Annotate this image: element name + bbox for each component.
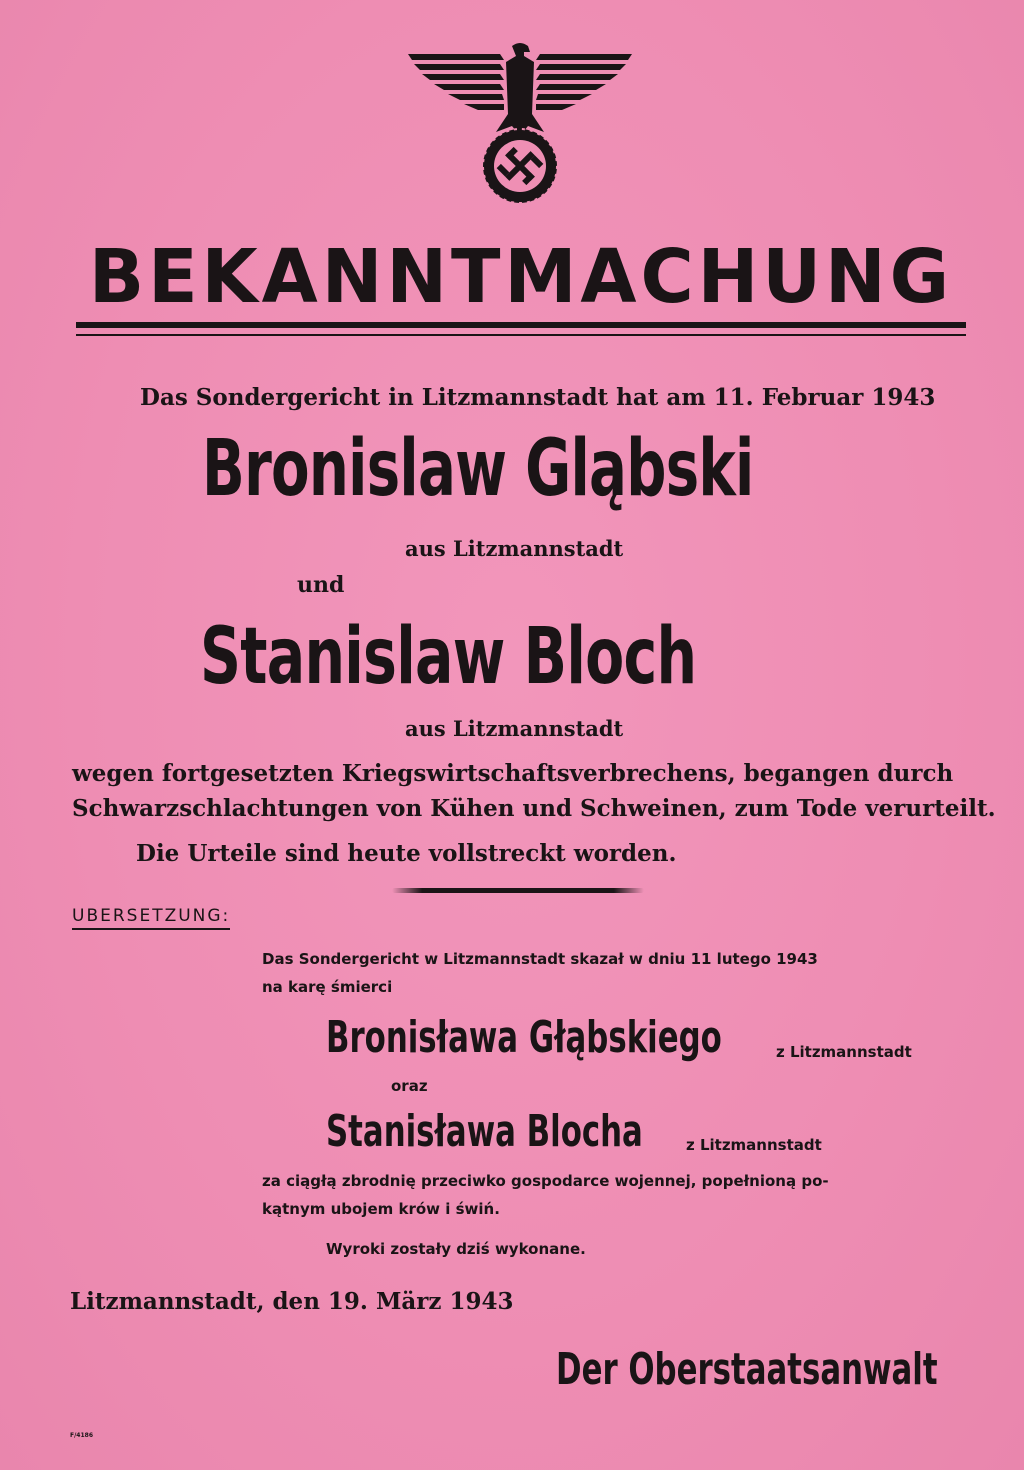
dateline: Litzmannstadt, den 19. März 1943 (70, 1288, 514, 1315)
polish-verdict-line-1: za ciągłą zbrodnię przeciwko gospodarce wojennej, popełnioną po- (262, 1172, 829, 1190)
polish-line-2: na karę śmierci (262, 978, 393, 996)
polish-executed-line: Wyroki zostały dziś wykonane. (326, 1240, 586, 1258)
german-executed-line: Die Urteile sind heute vollstreckt worden. (136, 840, 677, 867)
eagle-emblem-icon (400, 40, 640, 210)
polish-name-1: Bronisława Głąbskiego (326, 1012, 722, 1063)
section-divider (392, 888, 644, 893)
signature: Der Oberstaatsanwalt (556, 1344, 938, 1395)
polish-line-1: Das Sondergericht w Litzmannstadt skazał w dniu 11 lutego 1943 (262, 950, 818, 968)
german-conjunction: und (297, 572, 345, 598)
poster-title: BEKANNTMACHUNG (88, 234, 954, 320)
title-underline-thick (76, 322, 966, 328)
polish-origin-1: z Litzmannstadt (776, 1043, 912, 1061)
polish-origin-2: z Litzmannstadt (686, 1136, 822, 1154)
print-code: F/4186 (70, 1432, 93, 1439)
title-underline-thin (76, 334, 966, 336)
german-name-1: Bronislaw Gląbski (202, 424, 754, 514)
polish-verdict-line-2: kątnym ubojem krów i świń. (262, 1200, 500, 1218)
german-intro: Das Sondergericht in Litzmannstadt hat am 11. Februar 1943 (140, 384, 936, 411)
german-verdict-line-2: Schwarzschlachtungen von Kühen und Schweinen, zum Tode verurteilt. (72, 795, 996, 822)
polish-name-2: Stanisława Blocha (326, 1106, 643, 1157)
german-origin-2: aus Litzmannstadt (405, 716, 624, 741)
translation-label: UBERSETZUNG: (72, 906, 230, 930)
german-verdict-line-1: wegen fortgesetzten Kriegswirtschaftsverbrechens, begangen durch (72, 760, 954, 787)
german-name-2: Stanislaw Bloch (200, 612, 697, 702)
german-origin-1: aus Litzmannstadt (405, 536, 624, 561)
polish-conjunction: oraz (391, 1077, 428, 1095)
